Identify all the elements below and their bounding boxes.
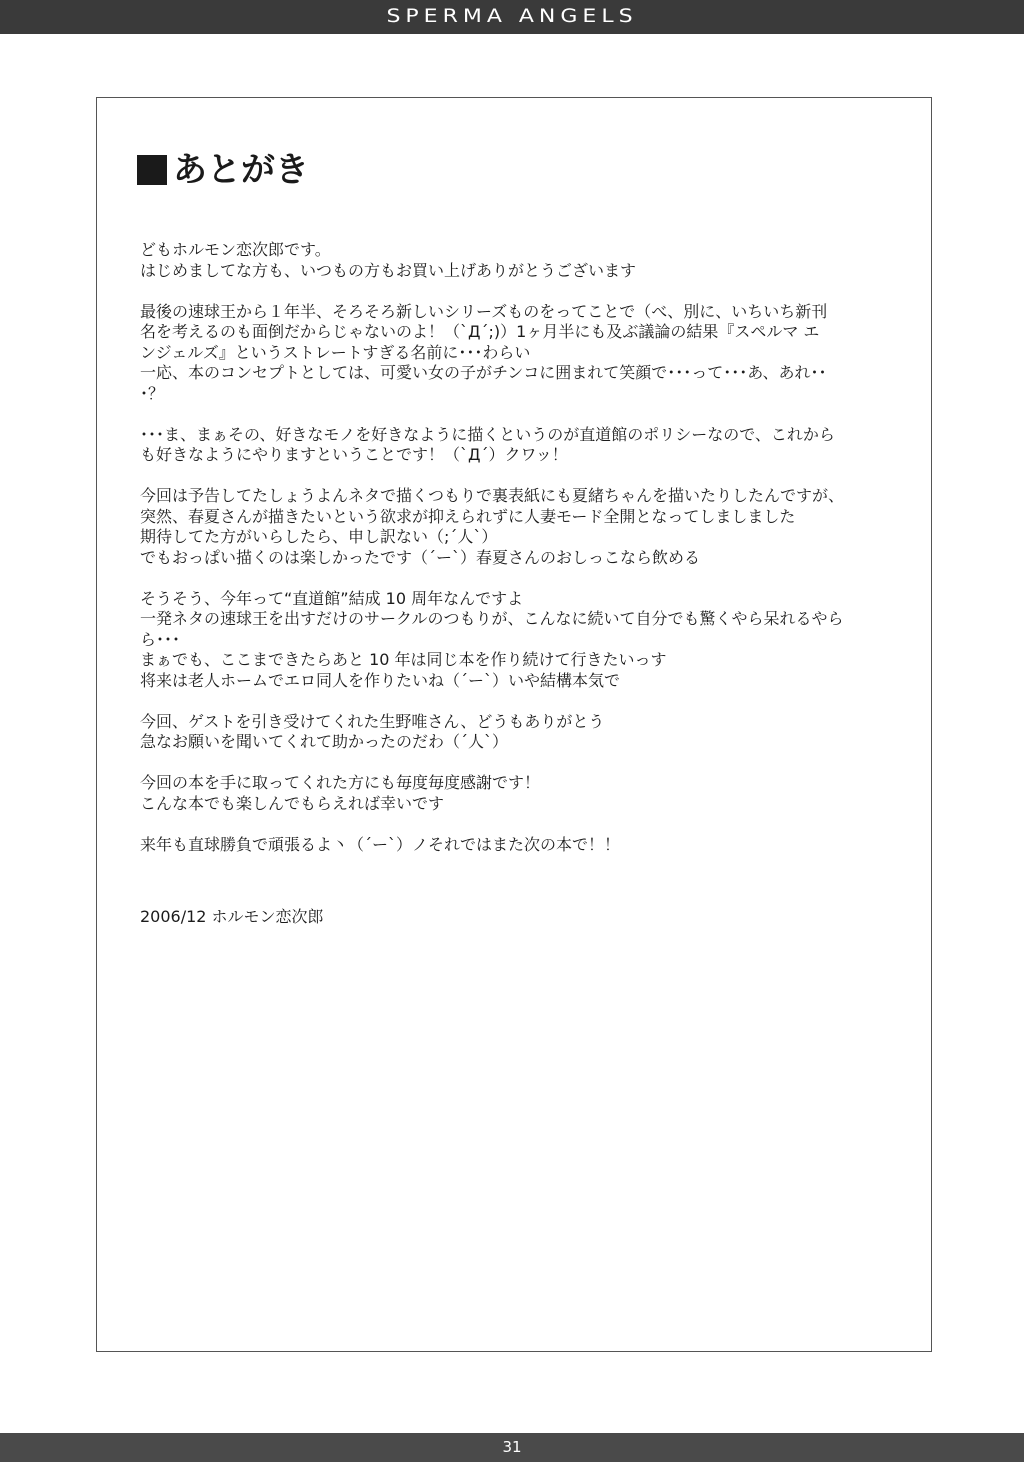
text-line: そうそう、今年って“直道館”結成 10 周年なんですよ xyxy=(140,588,524,608)
page-number: 31 xyxy=(502,1438,522,1456)
text-line: どもホルモン恋次郎です。 xyxy=(140,240,331,259)
afterword-body xyxy=(140,240,900,876)
text-line: ら･･･ xyxy=(140,629,181,649)
paragraph xyxy=(140,835,900,856)
signature: 2006/12 ホルモン恋次郎 xyxy=(140,907,324,926)
text-line: 最後の速球王から１年半、そろそろ新しいシリーズものをってことで（べ、別に、いちいち新刊 xyxy=(140,301,828,321)
text-line: 今回、ゲストを引き受けてくれた生野唯さん、どうもありがとう xyxy=(140,711,605,731)
text-line: まぁでも、ここまできたらあと 10 年は同じ本を作り続けて行きたいっす xyxy=(140,650,667,669)
text-line: 名を考えるのも面倒だからじゃないのよ！（`Д´;)）1ヶ月半にも及ぶ議論の結果『スペルマ エ xyxy=(140,322,820,341)
paragraph xyxy=(140,712,900,753)
text-line: ･？ xyxy=(140,383,165,403)
text-line: 突然、春夏さんが描きたいという欲求が抑えられずに人妻モード全開となってしましました xyxy=(140,506,796,526)
text-line: ･･･ま、まぁその、好きなモノを好きなように描くというのが直道館のポリシーなので、これから xyxy=(140,424,835,444)
text-line: でもおっぱい描くのは楽しかったです（´ー`）春夏さんのおしっこなら飲める xyxy=(140,547,701,567)
paragraph xyxy=(140,486,900,568)
text-line: 期待してた方がいらしたら、申し訳ない（;´人`） xyxy=(140,527,498,546)
text-line: も好きなようにやりますということです！（`Д´）クワッ！ xyxy=(140,445,568,464)
paragraph xyxy=(140,589,900,692)
text-line: はじめましてな方も、いつもの方もお買い上げありがとうございます xyxy=(140,260,637,280)
text-line: 一応、本のコンセプトとしては、可愛い女の子がチンコに囲まれて笑顔で･･･って･･･あ、あれ･･ xyxy=(140,363,827,382)
text-line: 急なお願いを聞いてくれて助かったのだわ（´人`） xyxy=(140,732,509,751)
text-line: 来年も直球勝負で頑張るよ丶（´ー`）ノそれではまた次の本で！！ xyxy=(140,834,621,854)
text-line: 今回の本を手に取ってくれた方にも毎度毎度感謝です！ xyxy=(140,773,541,792)
text-line: 今回は予告してたしょうよんネタで描くつもりで裏表紙にも夏緒ちゃんを描いたりしたんですが、 xyxy=(140,486,845,505)
paragraph xyxy=(140,240,900,281)
paragraph xyxy=(140,425,900,466)
text-line: ンジェルズ』というストレートすぎる名前に･･･わらい xyxy=(140,342,531,362)
header-title: SPERMA ANGELS xyxy=(386,5,638,28)
heading-square-marker xyxy=(137,155,167,185)
paragraph xyxy=(140,302,900,405)
paragraph xyxy=(140,773,900,814)
heading-text: あとがき xyxy=(173,150,309,190)
text-line: 将来は老人ホームでエロ同人を作りたいね（´ー`）いや結構本気で xyxy=(140,670,621,690)
text-line: こんな本でも楽しんでもらえれば幸いです xyxy=(140,793,445,813)
text-line: 一発ネタの速球王を出すだけのサークルのつもりが、こんなに続いて自分でも驚くやら呆れるやら xyxy=(140,609,844,628)
afterword-heading xyxy=(137,148,309,192)
